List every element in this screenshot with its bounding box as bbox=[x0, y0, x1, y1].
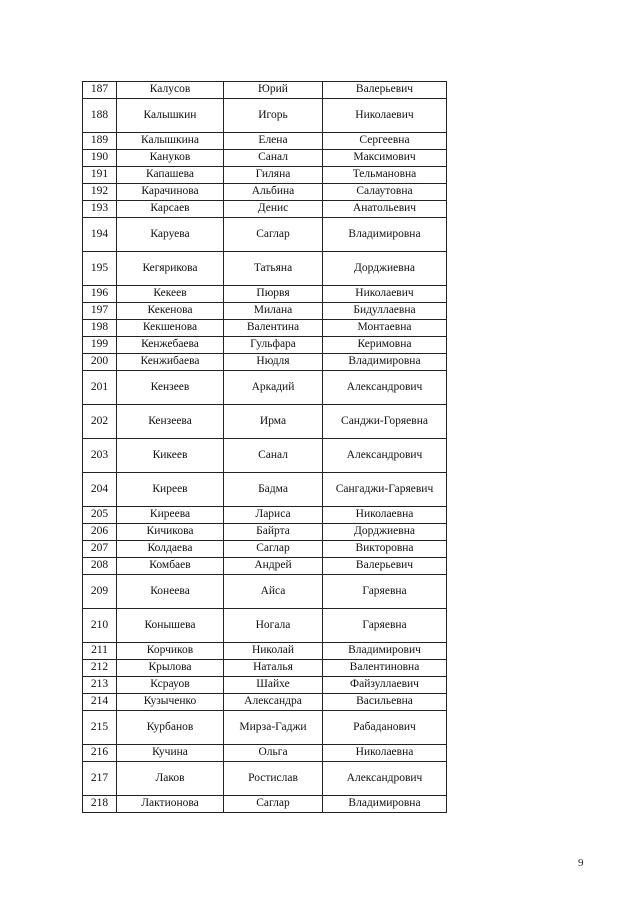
first-name-cell: Ростислав bbox=[224, 762, 323, 796]
table-row bbox=[83, 558, 447, 575]
row-number-cell: 214 bbox=[83, 694, 117, 711]
patronymic-cell: Валерьевич bbox=[323, 82, 447, 99]
first-name-cell: Милана bbox=[224, 303, 323, 320]
surname-cell: Конеева bbox=[117, 575, 224, 609]
surname-cell: Калышкин bbox=[117, 99, 224, 133]
patronymic-cell: Валентиновна bbox=[323, 660, 447, 677]
first-name-cell: Татьяна bbox=[224, 252, 323, 286]
row-number-cell: 216 bbox=[83, 745, 117, 762]
surname-cell: Калусов bbox=[117, 82, 224, 99]
first-name-cell: Андрей bbox=[224, 558, 323, 575]
surname-cell: Карсаев bbox=[117, 201, 224, 218]
page-number: 9 bbox=[578, 857, 584, 869]
patronymic-cell: Файзуллаевич bbox=[323, 677, 447, 694]
surname-cell: Кензеев bbox=[117, 371, 224, 405]
patronymic-cell: Максимович bbox=[323, 150, 447, 167]
patronymic-cell: Александрович bbox=[323, 439, 447, 473]
table-row bbox=[83, 354, 447, 371]
table-row bbox=[83, 320, 447, 337]
surname-cell: Кегярикова bbox=[117, 252, 224, 286]
patronymic-cell: Монтаевна bbox=[323, 320, 447, 337]
patronymic-cell: Николаевна bbox=[323, 745, 447, 762]
table-row bbox=[83, 745, 447, 762]
table-row bbox=[83, 643, 447, 660]
row-number-cell: 213 bbox=[83, 677, 117, 694]
table-row bbox=[83, 133, 447, 150]
table-row bbox=[83, 337, 447, 354]
surname-cell: Кекенова bbox=[117, 303, 224, 320]
row-number-cell: 198 bbox=[83, 320, 117, 337]
table-row bbox=[83, 218, 447, 252]
patronymic-cell: Владимирович bbox=[323, 643, 447, 660]
table-row bbox=[83, 762, 447, 796]
table-row bbox=[83, 184, 447, 201]
first-name-cell: Лариса bbox=[224, 507, 323, 524]
surname-cell: Кензеева bbox=[117, 405, 224, 439]
table-row bbox=[83, 99, 447, 133]
table-row bbox=[83, 303, 447, 320]
surname-cell: Кузыченко bbox=[117, 694, 224, 711]
first-name-cell: Ногала bbox=[224, 609, 323, 643]
patronymic-cell: Рабаданович bbox=[323, 711, 447, 745]
first-name-cell: Нюдля bbox=[224, 354, 323, 371]
table-row bbox=[83, 167, 447, 184]
first-name-cell: Санал bbox=[224, 150, 323, 167]
table-row bbox=[83, 371, 447, 405]
row-number-cell: 188 bbox=[83, 99, 117, 133]
roster-table bbox=[82, 81, 447, 813]
surname-cell: Каруева bbox=[117, 218, 224, 252]
surname-cell: Кичикова bbox=[117, 524, 224, 541]
row-number-cell: 191 bbox=[83, 167, 117, 184]
table-row bbox=[83, 82, 447, 99]
patronymic-cell: Николаевич bbox=[323, 99, 447, 133]
first-name-cell: Шайхе bbox=[224, 677, 323, 694]
row-number-cell: 201 bbox=[83, 371, 117, 405]
surname-cell: Конышева bbox=[117, 609, 224, 643]
row-number-cell: 211 bbox=[83, 643, 117, 660]
row-number-cell: 208 bbox=[83, 558, 117, 575]
row-number-cell: 194 bbox=[83, 218, 117, 252]
surname-cell: Крылова bbox=[117, 660, 224, 677]
surname-cell: Корчиков bbox=[117, 643, 224, 660]
row-number-cell: 210 bbox=[83, 609, 117, 643]
patronymic-cell: Керимовна bbox=[323, 337, 447, 354]
row-number-cell: 206 bbox=[83, 524, 117, 541]
first-name-cell: Саглар bbox=[224, 796, 323, 813]
patronymic-cell: Сергеевна bbox=[323, 133, 447, 150]
first-name-cell: Денис bbox=[224, 201, 323, 218]
first-name-cell: Ирма bbox=[224, 405, 323, 439]
patronymic-cell: Николаевна bbox=[323, 507, 447, 524]
surname-cell: Кекеев bbox=[117, 286, 224, 303]
row-number-cell: 209 bbox=[83, 575, 117, 609]
table-row bbox=[83, 677, 447, 694]
table-row bbox=[83, 252, 447, 286]
row-number-cell: 218 bbox=[83, 796, 117, 813]
table-row bbox=[83, 473, 447, 507]
first-name-cell: Альбина bbox=[224, 184, 323, 201]
row-number-cell: 192 bbox=[83, 184, 117, 201]
table-row bbox=[83, 439, 447, 473]
first-name-cell: Гульфара bbox=[224, 337, 323, 354]
patronymic-cell: Дорджиевна bbox=[323, 524, 447, 541]
first-name-cell: Валентина bbox=[224, 320, 323, 337]
first-name-cell: Николай bbox=[224, 643, 323, 660]
surname-cell: Комбаев bbox=[117, 558, 224, 575]
patronymic-cell: Сангаджи-Гаряевич bbox=[323, 473, 447, 507]
row-number-cell: 205 bbox=[83, 507, 117, 524]
first-name-cell: Аркадий bbox=[224, 371, 323, 405]
first-name-cell: Юрий bbox=[224, 82, 323, 99]
row-number-cell: 199 bbox=[83, 337, 117, 354]
first-name-cell: Наталья bbox=[224, 660, 323, 677]
table-row bbox=[83, 507, 447, 524]
row-number-cell: 193 bbox=[83, 201, 117, 218]
surname-cell: Кучина bbox=[117, 745, 224, 762]
first-name-cell: Игорь bbox=[224, 99, 323, 133]
first-name-cell: Пюрвя bbox=[224, 286, 323, 303]
row-number-cell: 195 bbox=[83, 252, 117, 286]
first-name-cell: Александра bbox=[224, 694, 323, 711]
surname-cell: Кекшенова bbox=[117, 320, 224, 337]
patronymic-cell: Николаевич bbox=[323, 286, 447, 303]
patronymic-cell: Владимировна bbox=[323, 354, 447, 371]
row-number-cell: 190 bbox=[83, 150, 117, 167]
patronymic-cell: Анатольевич bbox=[323, 201, 447, 218]
table-row bbox=[83, 150, 447, 167]
table-row bbox=[83, 524, 447, 541]
table-row bbox=[83, 796, 447, 813]
roster-table-body bbox=[83, 82, 447, 813]
surname-cell: Киреева bbox=[117, 507, 224, 524]
table-row bbox=[83, 575, 447, 609]
surname-cell: Капашева bbox=[117, 167, 224, 184]
row-number-cell: 197 bbox=[83, 303, 117, 320]
table-row bbox=[83, 541, 447, 558]
patronymic-cell: Салаутовна bbox=[323, 184, 447, 201]
table-row bbox=[83, 286, 447, 303]
row-number-cell: 200 bbox=[83, 354, 117, 371]
surname-cell: Кикеев bbox=[117, 439, 224, 473]
first-name-cell: Байрта bbox=[224, 524, 323, 541]
row-number-cell: 215 bbox=[83, 711, 117, 745]
surname-cell: Кенжебаева bbox=[117, 337, 224, 354]
surname-cell: Киреев bbox=[117, 473, 224, 507]
table-row bbox=[83, 609, 447, 643]
table-row bbox=[83, 694, 447, 711]
row-number-cell: 204 bbox=[83, 473, 117, 507]
first-name-cell: Саглар bbox=[224, 541, 323, 558]
first-name-cell: Гиляна bbox=[224, 167, 323, 184]
row-number-cell: 189 bbox=[83, 133, 117, 150]
surname-cell: Ксрауов bbox=[117, 677, 224, 694]
row-number-cell: 203 bbox=[83, 439, 117, 473]
row-number-cell: 217 bbox=[83, 762, 117, 796]
first-name-cell: Елена bbox=[224, 133, 323, 150]
row-number-cell: 207 bbox=[83, 541, 117, 558]
patronymic-cell: Владимировна bbox=[323, 218, 447, 252]
patronymic-cell: Бидуллаевна bbox=[323, 303, 447, 320]
patronymic-cell: Васильевна bbox=[323, 694, 447, 711]
patronymic-cell: Валерьевич bbox=[323, 558, 447, 575]
first-name-cell: Мирза-Гаджи bbox=[224, 711, 323, 745]
surname-cell: Лактионова bbox=[117, 796, 224, 813]
patronymic-cell: Александрович bbox=[323, 371, 447, 405]
row-number-cell: 212 bbox=[83, 660, 117, 677]
first-name-cell: Саглар bbox=[224, 218, 323, 252]
patronymic-cell: Гаряевна bbox=[323, 575, 447, 609]
first-name-cell: Ольга bbox=[224, 745, 323, 762]
surname-cell: Кенжибаева bbox=[117, 354, 224, 371]
row-number-cell: 187 bbox=[83, 82, 117, 99]
patronymic-cell: Александрович bbox=[323, 762, 447, 796]
patronymic-cell: Гаряевна bbox=[323, 609, 447, 643]
table-row bbox=[83, 711, 447, 745]
patronymic-cell: Дорджиевна bbox=[323, 252, 447, 286]
surname-cell: Колдаева bbox=[117, 541, 224, 558]
first-name-cell: Айса bbox=[224, 575, 323, 609]
first-name-cell: Бадма bbox=[224, 473, 323, 507]
table-row bbox=[83, 405, 447, 439]
row-number-cell: 202 bbox=[83, 405, 117, 439]
surname-cell: Карачинова bbox=[117, 184, 224, 201]
patronymic-cell: Владимировна bbox=[323, 796, 447, 813]
patronymic-cell: Тельмановна bbox=[323, 167, 447, 184]
first-name-cell: Санал bbox=[224, 439, 323, 473]
patronymic-cell: Санджи-Горяевна bbox=[323, 405, 447, 439]
surname-cell: Калышкина bbox=[117, 133, 224, 150]
row-number-cell: 196 bbox=[83, 286, 117, 303]
surname-cell: Лаков bbox=[117, 762, 224, 796]
patronymic-cell: Викторовна bbox=[323, 541, 447, 558]
table-row bbox=[83, 201, 447, 218]
surname-cell: Курбанов bbox=[117, 711, 224, 745]
surname-cell: Кануков bbox=[117, 150, 224, 167]
table-row bbox=[83, 660, 447, 677]
